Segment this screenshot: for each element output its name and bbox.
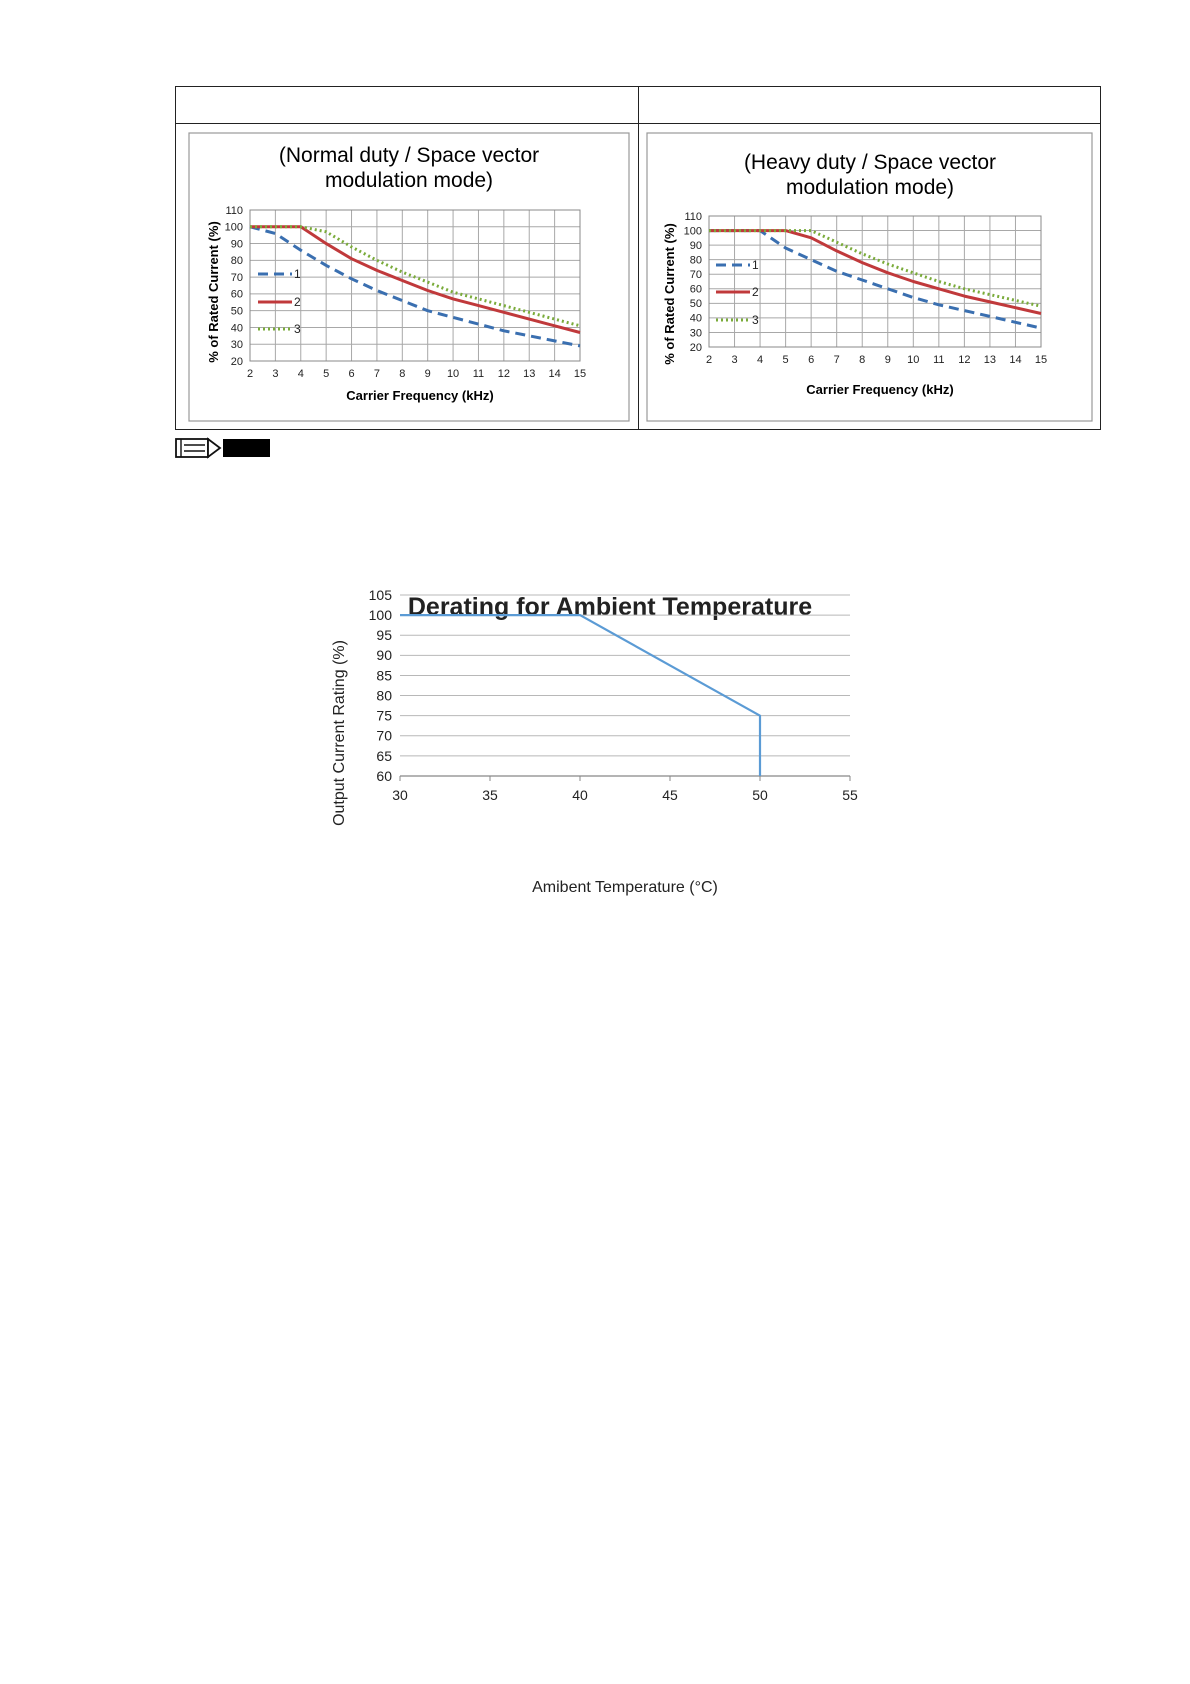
y-tick-label: 70 — [689, 269, 702, 282]
x-tick-label: 45 — [662, 787, 678, 803]
x-tick-label: 14 — [1009, 354, 1022, 366]
y-tick-label: 30 — [230, 339, 243, 352]
chart-title: Derating for Ambient Temperature — [407, 593, 813, 621]
table-column-divider — [638, 87, 639, 429]
y-tick-label: 20 — [230, 355, 243, 368]
y-tick-label: 70 — [230, 271, 243, 284]
y-tick-label: 95 — [376, 627, 392, 644]
legend-label-1: 1 — [752, 258, 759, 272]
x-tick-label: 9 — [424, 368, 431, 380]
x-tick-label: 15 — [573, 368, 587, 380]
note-icon — [175, 436, 271, 460]
x-tick-label: 12 — [958, 354, 971, 366]
x-tick-label: 9 — [884, 354, 891, 366]
y-tick-label: 40 — [689, 312, 702, 325]
x-tick-label: 3 — [731, 354, 738, 366]
x-tick-label: 5 — [782, 354, 789, 366]
y-tick-label: 100 — [368, 607, 392, 624]
y-tick-label: 90 — [689, 239, 702, 252]
x-tick-label: 4 — [757, 354, 764, 366]
y-tick-label: 110 — [684, 210, 702, 223]
y-axis-label: Output Current Rating (%) — [331, 640, 348, 826]
x-axis-label: Carrier Frequency (kHz) — [346, 388, 494, 403]
y-tick-label: 110 — [225, 204, 243, 217]
x-tick-label: 6 — [808, 354, 815, 366]
y-tick-label: 90 — [376, 647, 392, 664]
x-tick-label: 15 — [1034, 354, 1048, 366]
y-tick-label: 30 — [689, 327, 702, 340]
x-tick-label: 8 — [859, 354, 866, 366]
y-tick-label: 60 — [230, 288, 243, 301]
y-tick-label: 70 — [376, 727, 392, 744]
x-tick-label: 11 — [472, 368, 485, 380]
x-tick-label: 6 — [348, 368, 355, 380]
x-tick-label: 55 — [842, 787, 858, 803]
y-tick-label: 60 — [376, 767, 392, 784]
x-tick-label: 35 — [482, 787, 498, 803]
y-tick-label: 105 — [368, 586, 392, 603]
x-tick-label: 8 — [399, 368, 406, 380]
chart-title-line1: (Heavy duty / Space vector — [743, 151, 997, 174]
x-tick-label: 5 — [323, 368, 330, 380]
x-tick-label: 2 — [705, 354, 713, 366]
y-tick-label: 80 — [689, 254, 702, 267]
y-tick-label: 90 — [230, 238, 243, 251]
y-tick-label: 85 — [376, 667, 392, 684]
x-tick-label: 12 — [497, 368, 510, 380]
y-tick-label: 60 — [689, 283, 702, 296]
y-tick-label: 100 — [224, 221, 243, 234]
x-tick-label: 10 — [446, 368, 460, 380]
y-tick-label: 50 — [689, 298, 702, 311]
x-tick-label: 11 — [933, 354, 945, 366]
x-tick-label: 10 — [907, 354, 920, 366]
normal-duty-chart — [188, 132, 630, 422]
x-tick-label: 50 — [752, 787, 768, 803]
x-tick-label: 4 — [297, 368, 304, 380]
y-tick-label: 50 — [230, 305, 243, 318]
legend-label-2: 2 — [294, 295, 301, 309]
y-axis-label: % of Rated Current (%) — [206, 221, 221, 363]
y-tick-label: 75 — [376, 707, 392, 724]
x-tick-label: 7 — [833, 354, 840, 366]
x-axis-label: Carrier Frequency (kHz) — [806, 382, 954, 397]
y-tick-label: 20 — [689, 341, 702, 354]
chart-title-line2: modulation mode) — [785, 176, 955, 199]
x-tick-label: 40 — [572, 787, 588, 803]
chart-title-line2: modulation mode) — [324, 169, 494, 192]
ambient-temperature-chart — [320, 580, 900, 910]
x-tick-label: 7 — [373, 368, 380, 380]
y-tick-label: 80 — [230, 255, 243, 268]
y-tick-label: 80 — [376, 687, 392, 704]
chart-title-line1: (Normal duty / Space vector — [278, 144, 540, 167]
x-tick-label: 2 — [246, 368, 254, 380]
legend-label-3: 3 — [294, 322, 301, 336]
x-tick-label: 3 — [272, 368, 279, 380]
legend-label-1: 1 — [294, 267, 301, 281]
legend-label-3: 3 — [752, 313, 759, 327]
heavy-duty-chart — [646, 132, 1093, 422]
x-axis-label: Amibent Temperature (°C) — [532, 879, 718, 896]
x-tick-label: 14 — [548, 368, 561, 380]
y-tick-label: 65 — [376, 747, 392, 764]
y-tick-label: 100 — [683, 225, 702, 238]
y-axis-label: % of Rated Current (%) — [662, 223, 677, 365]
y-tick-label: 40 — [230, 322, 243, 335]
x-tick-label: 13 — [983, 354, 997, 366]
derating-table — [175, 86, 1101, 430]
x-tick-label: 30 — [392, 787, 408, 803]
x-tick-label: 13 — [523, 368, 536, 380]
legend-label-2: 2 — [752, 285, 759, 299]
